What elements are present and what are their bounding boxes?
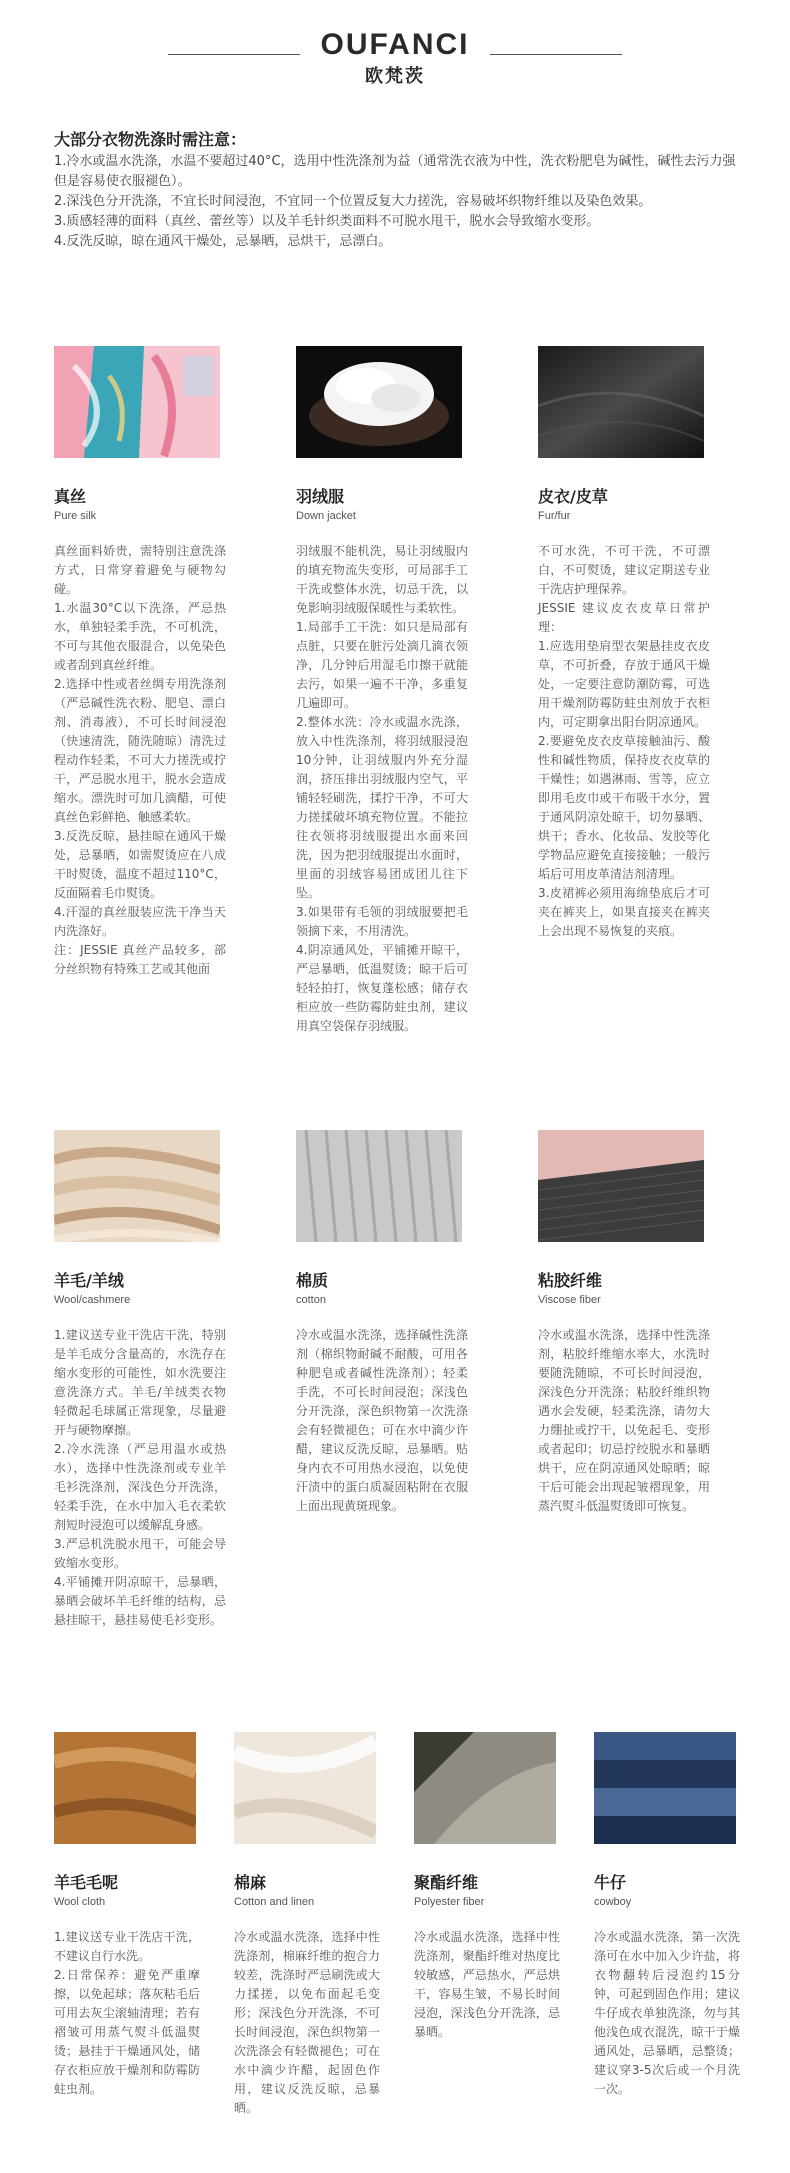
- card-title: 真丝: [54, 487, 87, 506]
- card-subtitle-en: cotton: [296, 1294, 326, 1306]
- card-subtitle-en: cowboy: [594, 1896, 632, 1908]
- care-card-leather-fur: [538, 346, 710, 941]
- card-title: 聚酯纤维: [414, 1873, 479, 1892]
- intro-line: 1.冷水或温水洗涤，水温不要超过40°C，选用中性洗涤剂为益（通常洗衣液为中性，洗衣粉肥皂为碱性，碱性去污力强但是容易使衣服褪色）。: [54, 154, 736, 189]
- card-paragraph: 1.局部手工干洗：如只是局部有点脏，只要在脏污处滴几滴衣领净，几分钟后用湿毛巾擦干就能去污，如果一遍不干净，多重复几遍即可。: [296, 620, 468, 710]
- card-title: 羽绒服: [296, 487, 345, 506]
- card-paragraph: 3.皮裙裤必须用海绵垫底后才可夹在裤夹上，如果直接夹在裤夹上会出现不易恢复的夹痕。: [538, 886, 710, 938]
- card-paragraph: JESSIE 建议皮衣皮草日常护理：: [538, 601, 710, 634]
- card-paragraph: 2.选择中性或者丝绸专用洗涤剂（严忌碱性洗衣粉、肥皂、漂白剂、消毒液），不可长时间浸泡（快速清洗，随洗随晾）清洗过程动作轻柔，不可大力搓洗或拧干，严忌脱水甩干，脱水会造成缩水。漂洗时可加几滴醋，可使真丝色彩鲜艳、触感柔软。: [54, 677, 226, 824]
- care-card-wool-cloth: [54, 1732, 200, 2099]
- cashmere-knit-photo: [54, 1130, 220, 1242]
- card-paragraph: 3.严忌机洗脱水甩干，可能会导致缩水变形。: [54, 1537, 226, 1570]
- card-paragraph: 真丝面料娇贵，需特别注意洗涤方式，日常穿着避免与硬物勾碰。: [54, 544, 226, 596]
- card-paragraph: 冷水或温水洗涤，第一次洗涤可在水中加入少许盐，将衣物翻转后浸泡约15分钟，可起到固色作用；建议牛仔成衣单独洗涤，勿与其他浅色成衣混洗，晾干于燥通风处，忌暴晒，忌整烫；建议穿3-5次后或一个月洗一次。: [594, 1930, 740, 2096]
- card-body: [296, 1326, 468, 1516]
- card-subtitle-en: Viscose fiber: [538, 1294, 601, 1306]
- card-paragraph: 3.反洗反晾，悬挂晾在通风干燥处，忌暴晒，如需熨烫应在八成干时熨烫，温度不超过110°C，反面隔着毛巾熨烫。: [54, 829, 226, 900]
- card-paragraph: 4.阴凉通风处，平铺摊开晾干，严忌暴晒，低温熨烫；晾干后可轻轻拍打，恢复蓬松感；储存衣柜应放一些防霉防蛀虫剂，建议用真空袋保存羽绒服。: [296, 943, 468, 1033]
- care-card-viscose: [538, 1130, 710, 1516]
- card-body: [234, 1928, 380, 2118]
- card-subtitle-en: Cotton and linen: [234, 1896, 315, 1908]
- care-card-polyester: [414, 1732, 560, 2042]
- card-body: [54, 1326, 226, 1630]
- card-subtitle-en: Fur/fur: [538, 510, 571, 522]
- intro-line: 3.质感轻薄的面料（真丝、蕾丝等）以及羊毛针织类面料不可脱水甩干，脱水会导致缩水变形。: [54, 214, 600, 229]
- card-subtitle-en: Down jacket: [296, 510, 356, 522]
- card-title: 羊毛/羊绒: [54, 1271, 124, 1290]
- intro-line: 4.反洗反晾，晾在通风干燥处，忌暴晒，忌烘干，忌漂白。: [54, 234, 392, 249]
- card-body: [414, 1928, 560, 2042]
- card-subtitle-en: Polyester fiber: [414, 1896, 485, 1908]
- card-body: [594, 1928, 740, 2099]
- card-paragraph: 不可水洗，不可干洗，不可漂白，不可熨烫，建议定期送专业干洗店护理保养。: [538, 544, 710, 596]
- card-paragraph: 2.日常保养：避免严重摩擦，以免起球；落灰粘毛后可用去灰尘滚轴清理；若有褶皱可用蒸气熨斗低温熨烫；悬挂于干燥通风处，储存衣柜应放干燥剂和防霉防蛀虫剂。: [54, 1968, 200, 2096]
- card-body: [54, 1928, 200, 2099]
- card-subtitle-en: Wool cloth: [54, 1896, 106, 1908]
- card-body: [538, 542, 710, 941]
- card-body: [296, 542, 468, 1036]
- ribbed-cotton-photo: [296, 1130, 462, 1242]
- card-paragraph: 3.如果带有毛领的羽绒服要把毛领摘下来，不用清洗。: [296, 905, 468, 938]
- washing-general-notes: [54, 130, 744, 252]
- linen-fabric-photo: [234, 1732, 376, 1844]
- denim-photo: [594, 1732, 736, 1844]
- card-title: 粘胶纤维: [538, 1271, 603, 1290]
- brand-logo-text: OUFANCI: [320, 28, 470, 61]
- card-title: 棉质: [296, 1271, 329, 1290]
- care-card-cotton: [296, 1130, 468, 1516]
- card-paragraph: 冷水或温水洗涤，选择中性洗涤剂，聚酯纤维对热度比较敏感，严忌热水，严忌烘干，容易生皱，不易长时间浸泡，深浅色分开洗涤，忌暴晒。: [414, 1930, 560, 2039]
- card-paragraph: 4.平铺摊开阴凉晾干，忌暴晒，暴晒会破坏羊毛纤维的结构，忌悬挂晾干，悬挂易使毛衫变形。: [54, 1575, 226, 1627]
- viscose-fabric-photo: [538, 1130, 704, 1242]
- card-paragraph: 冷水或温水洗涤，选择中性洗涤剂，棉麻纤维的抱合力较差，洗涤时严忌刷洗或大力揉搓，以免布面起毛变形；深浅色分开洗涤，不可长时间浸泡，深色织物第一次洗涤会有轻微褪色；可在水中滴少许醋，起固色作用，建议反洗反晾，忌暴晒。: [234, 1930, 380, 2115]
- card-paragraph: 1.水温30°C以下洗涤，严忌热水，单独轻柔手洗，不可机洗，不可与其他衣服混合，以免染色或者刮到真丝纤维。: [54, 601, 226, 672]
- brand-logo-cn: 欧梵茨: [365, 66, 425, 87]
- card-paragraph: 注：JESSIE 真丝产品较多，部分丝织物有特殊工艺或其他面: [54, 943, 226, 976]
- silk-scarves-photo: [54, 346, 220, 458]
- camel-wool-photo: [54, 1732, 196, 1844]
- down-cotton-photo: [296, 346, 462, 458]
- black-leather-photo: [538, 346, 704, 458]
- card-title: 棉麻: [234, 1873, 267, 1892]
- card-paragraph: 4.汗湿的真丝服装应洗干净当天内洗涤好。: [54, 905, 226, 938]
- card-paragraph: 2.整体水洗：冷水或温水洗涤，放入中性洗涤剂，将羽绒服浸泡10分钟，让羽绒服内外充分湿润，挤压排出羽绒服内空气，平铺轻轻刷洗，揉拧干净，不可大力搓揉破坏填充物位置。不能拉往衣领将羽绒服提出水面来回洗，因为把羽绒服提出水面时，里面的羽绒容易团成团儿往下坠。: [296, 715, 468, 900]
- card-paragraph: 1.应选用垫肩型衣架悬挂皮衣皮草，不可折叠，存放于通风干燥处，一定要注意防潮防霉，可选用干燥剂防霉防蛀虫剂放于衣柜内，可定期拿出阳台阴凉通风。: [538, 639, 710, 729]
- polyester-fabric-photo: [414, 1732, 556, 1844]
- card-body: [538, 1326, 710, 1516]
- card-title: 牛仔: [594, 1873, 627, 1892]
- card-subtitle-en: Wool/cashmere: [54, 1294, 131, 1306]
- card-subtitle-en: Pure silk: [54, 510, 97, 522]
- card-paragraph: 羽绒服不能机洗，易让羽绒服内的填充物流失变形，可局部手工干洗或整体水洗，切忌干洗，以免影响羽绒服保暖性与柔软性。: [296, 544, 468, 615]
- card-paragraph: 冷水或温水洗涤，选择中性洗涤剂，粘胶纤维缩水率大，水洗时要随洗随晾，不可长时间浸泡，深浅色分开洗涤；粘胶纤维织物遇水会发硬，轻柔洗涤，请勿大力绷扯或拧干，以免起毛、变形或者起印；切忌拧绞脱水和暴晒烘干，应在阴凉通风处晾晒；晾干后可能会出现起皱褶现象，用蒸汽熨斗低温熨烫即可恢复。: [538, 1328, 710, 1513]
- card-paragraph: 冷水或温水洗涤，选择碱性洗涤剂（棉织物耐碱不耐酸，可用各种肥皂或者碱性洗涤剂）；轻柔手洗，不可长时间浸泡；深浅色分开洗涤，深色织物第一次洗涤会有轻微褪色；可在水中滴少许醋，建议反洗反晾，忌暴晒。贴身内衣不可用热水浸泡，以免使汗渍中的蛋白质凝固粘附在衣服上面出现黄斑现象。: [296, 1328, 468, 1513]
- card-paragraph: 1.建议送专业干洗店干洗，特别是羊毛成分含量高的，水洗存在缩水变形的可能性，如水洗要注意洗涤方式。羊毛/羊绒类衣物轻微起毛球属正常现象，尽量避开与硬物摩擦。: [54, 1328, 226, 1437]
- card-paragraph: 1.建议送专业干洗店干洗，不建议自行水洗。: [54, 1930, 200, 1963]
- intro-line: 2.深浅色分开洗涤，不宜长时间浸泡，不宜同一个位置反复大力搓洗，容易破坏织物纤维以及染色效果。: [54, 194, 652, 209]
- card-body: [54, 542, 226, 979]
- card-title: 羊毛毛呢: [54, 1873, 119, 1892]
- intro-title: 大部分衣物洗涤时需注意：: [54, 130, 247, 149]
- care-card-wool-cashmere: [54, 1130, 226, 1630]
- card-title: 皮衣/皮草: [538, 487, 608, 506]
- care-card-down-jacket: [296, 346, 468, 1036]
- brand-header: [0, 28, 790, 88]
- care-card-cotton-linen: [234, 1732, 380, 2118]
- card-paragraph: 2.冷水洗涤（严忌用温水或热水），选择中性洗涤剂或专业羊毛衫洗涤剂，深浅色分开洗涤，轻柔手洗，在水中加入毛衣柔软剂短时浸泡可以缓解乱身感。: [54, 1442, 226, 1532]
- card-paragraph: 2.要避免皮衣皮草接触油污、酸性和碱性物质，保持皮衣皮草的干燥性；如遇淋雨、雪等，应立即用毛皮巾或干布吸干水分，置于通风阴凉处晾干，切勿暴晒、烘干；香水、化妆品、发胶等化学物品应避免直接接触；一般污垢后可用皮革清洁剂清理。: [538, 734, 710, 881]
- care-card-denim: [594, 1732, 740, 2099]
- care-card-silk: [54, 346, 226, 979]
